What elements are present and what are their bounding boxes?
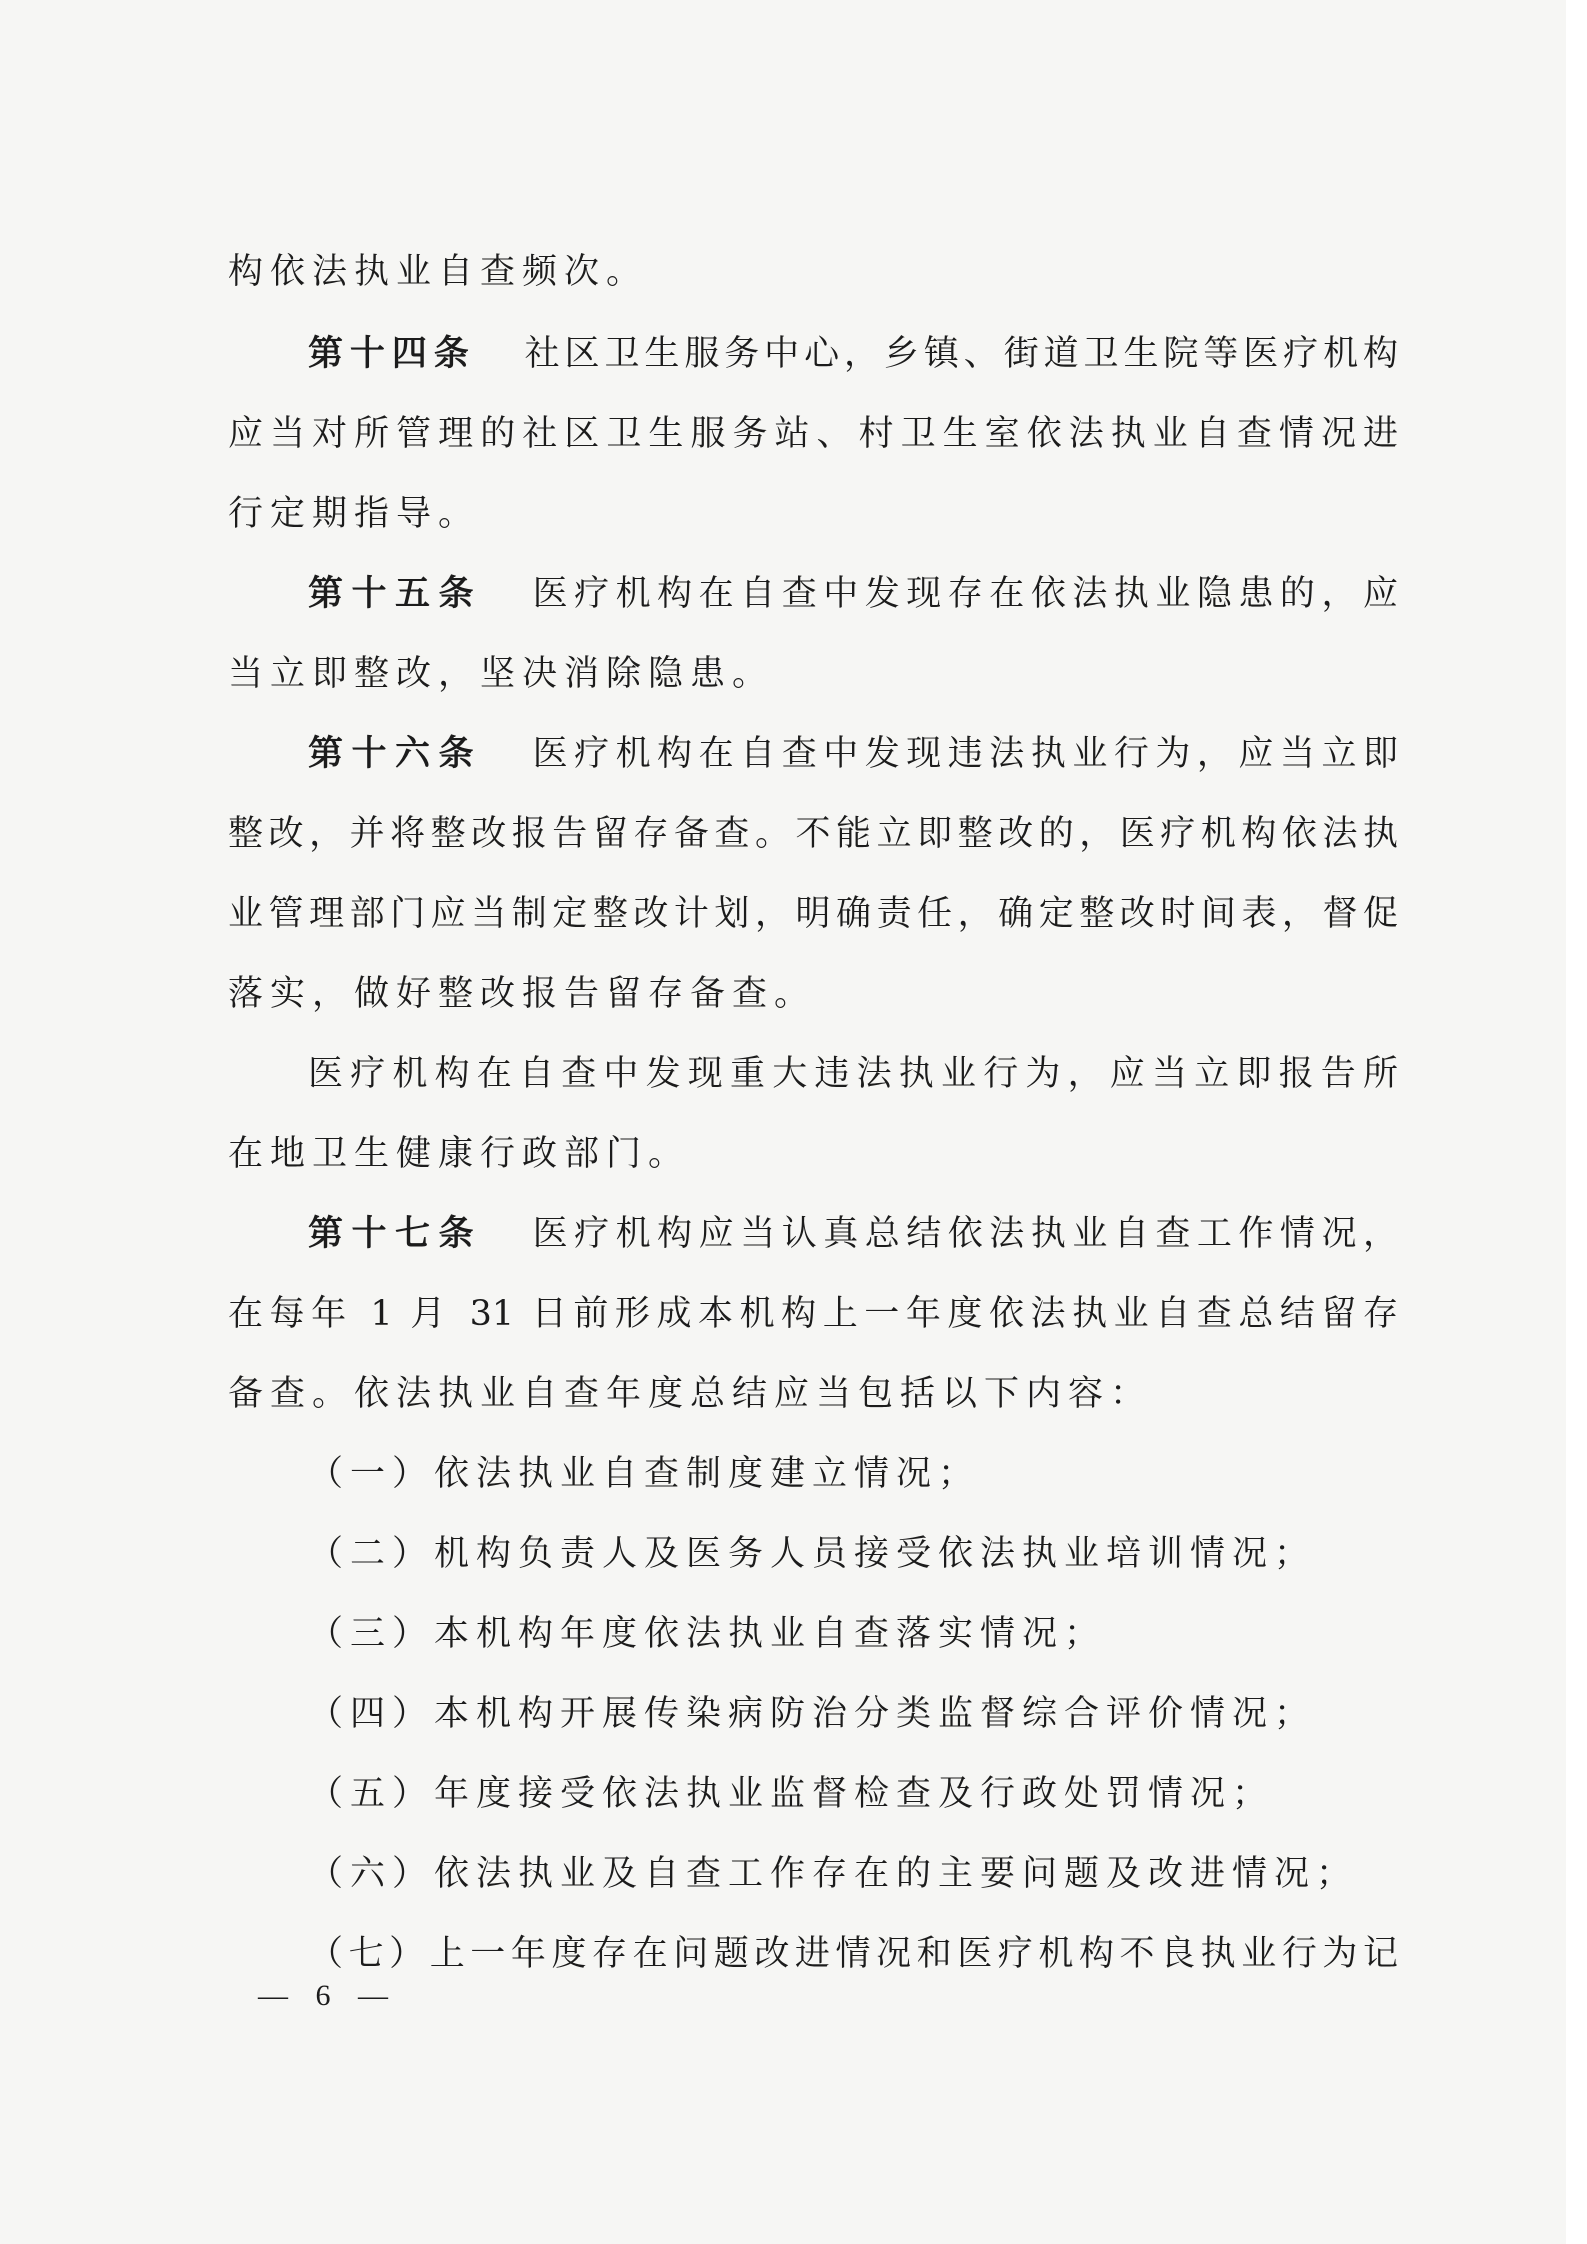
article-17-first-line xyxy=(308,1214,1398,1254)
list-item: （三）本机构年度依法执业自查落实情况； xyxy=(308,1614,1107,1654)
text-line: 整改，并将整改报告留存备查。不能立即整改的，医疗机构依法执 xyxy=(228,814,1398,854)
list-item: （六）依法执业及自查工作存在的主要问题及改进情况； xyxy=(308,1854,1359,1894)
list-item: （五）年度接受依法执业监督检查及行政处罚情况； xyxy=(308,1774,1275,1814)
page-edge xyxy=(1566,0,1587,2244)
text-line: 在地卫生健康行政部门。 xyxy=(228,1134,691,1174)
text-line: 行定期指导。 xyxy=(228,494,481,534)
text-line: 构依法执业自查频次。 xyxy=(228,252,649,292)
text-line: 应当对所管理的社区卫生服务站、村卫生室依法执业自查情况进 xyxy=(228,414,1398,454)
article-16-first-line xyxy=(308,734,1398,774)
text-line: 医疗机构在自查中发现存在依法执业隐患的，应 xyxy=(526,574,1398,614)
page-number: — 6 — xyxy=(258,1979,398,2012)
list-item: （四）本机构开展传染病防治分类监督综合评价情况； xyxy=(308,1694,1317,1734)
article-17-label: 第十七条 xyxy=(308,1214,483,1254)
text-line: 当立即整改，坚决消除隐患。 xyxy=(228,654,775,694)
text-line: 在每年 1 月 31 日前形成本机构上一年度依法执业自查总结留存 xyxy=(228,1294,1398,1334)
text-line: 业管理部门应当制定整改计划，明确责任，确定整改时间表，督促 xyxy=(228,894,1398,934)
list-item: （一）依法执业自查制度建立情况； xyxy=(308,1454,981,1494)
text-line: 备查。依法执业自查年度总结应当包括以下内容： xyxy=(228,1374,1153,1414)
article-14-first-line xyxy=(308,334,1398,374)
article-15-label: 第十五条 xyxy=(308,574,483,614)
text-line: 医疗机构在自查中发现违法执业行为，应当立即 xyxy=(526,734,1398,774)
list-item: （二）机构负责人及医务人员接受依法执业培训情况； xyxy=(308,1534,1317,1574)
article-15-first-line xyxy=(308,574,1398,614)
article-16-label: 第十六条 xyxy=(308,734,483,774)
list-item: （七）上一年度存在问题改进情况和医疗机构不良执业行为记 xyxy=(308,1934,1398,1974)
text-line: 医疗机构应当认真总结依法执业自查工作情况， xyxy=(526,1214,1398,1254)
article-14-label: 第十四条 xyxy=(308,334,476,374)
text-line: 社区卫生服务中心，乡镇、街道卫生院等医疗机构 xyxy=(519,334,1398,374)
text-line: 医疗机构在自查中发现重大违法执业行为，应当立即报告所 xyxy=(308,1054,1398,1094)
text-line: 落实，做好整改报告留存备查。 xyxy=(228,974,817,1014)
